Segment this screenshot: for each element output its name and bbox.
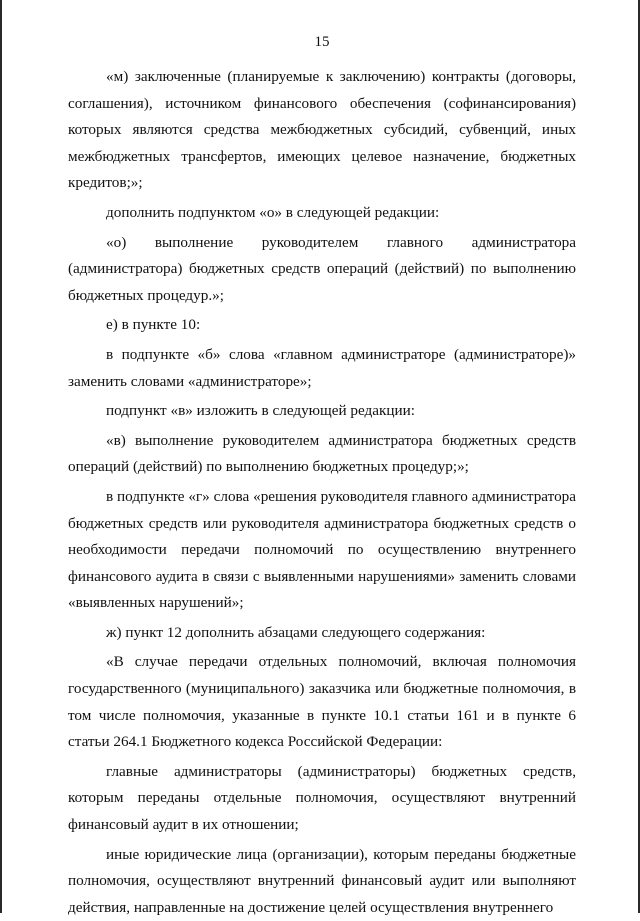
paragraph-subitem-b: в подпункте «б» слова «главном администраторе (администраторе)» заменить словами «администраторе»; [68, 345, 576, 390]
paragraph-other-legal-entities: иные юридические лица (организации), которым переданы бюджетные полномочия, осуществляют внутренний финансовый аудит или выполняют действия, направленные на достижение целей осуществления внутреннего [68, 845, 576, 916]
paragraph-zh-point-12: ж) пункт 12 дополнить абзацами следующего содержания: [106, 623, 486, 641]
paragraph-add-subitem-o: дополнить подпунктом «о» в следующей редакции: [106, 203, 440, 221]
document-body [68, 64, 576, 921]
paragraph-subitem-v-intro: подпункт «в» изложить в следующей редакции: [106, 402, 415, 420]
paragraph-o-budget-procedures: «о) выполнение руководителем главного администратора (администратора) бюджетных средств операций (действий) по выполнению бюджетных процедур.»; [68, 233, 576, 304]
paragraph-subitem-g: в подпункте «г» слова «решения руководителя главного администратора бюджетных средств или руководителя администратора бюджетных средств о необходимости передачи полномочий по осуществлению внутреннего финансового аудита в связи с выявленными нарушениями» заменить словами «выявленных нарушений»; [68, 487, 576, 612]
paragraph-subitem-v-text: «в) выполнение руководителем администратора бюджетных средств операций (действий) по выполнению бюджетных процедур;»; [68, 431, 576, 476]
paragraph-chief-administrators: главные администраторы (администраторы) бюджетных средств, которым переданы отдельные полномочия, осуществляют внутренний финансовый аудит в их отношении; [68, 762, 576, 834]
paragraph-m-contracts: «м) заключенные (планируемые к заключению) контракты (договоры, соглашения), источником финансового обеспечения (софинансирования) которых являются средства межбюджетных субсидий, субвенций, иных межбюджетных трансфертов, имеющих целевое назначение, бюджетных кредитов;»; [68, 68, 576, 192]
page-number: 15 [314, 34, 330, 50]
paragraph-e-point-10: е) в пункте 10: [106, 316, 201, 334]
paragraph-transfer-of-powers: «В случае передачи отдельных полномочий, включая полномочия государственного (муниципального) заказчика или бюджетные полномочия, в том числе полномочия, указанные в пункте 10.1 статьи 161 и в пункте 6 статьи 264.1 Бюджетного кодекса Российской Федерации: [68, 653, 576, 751]
